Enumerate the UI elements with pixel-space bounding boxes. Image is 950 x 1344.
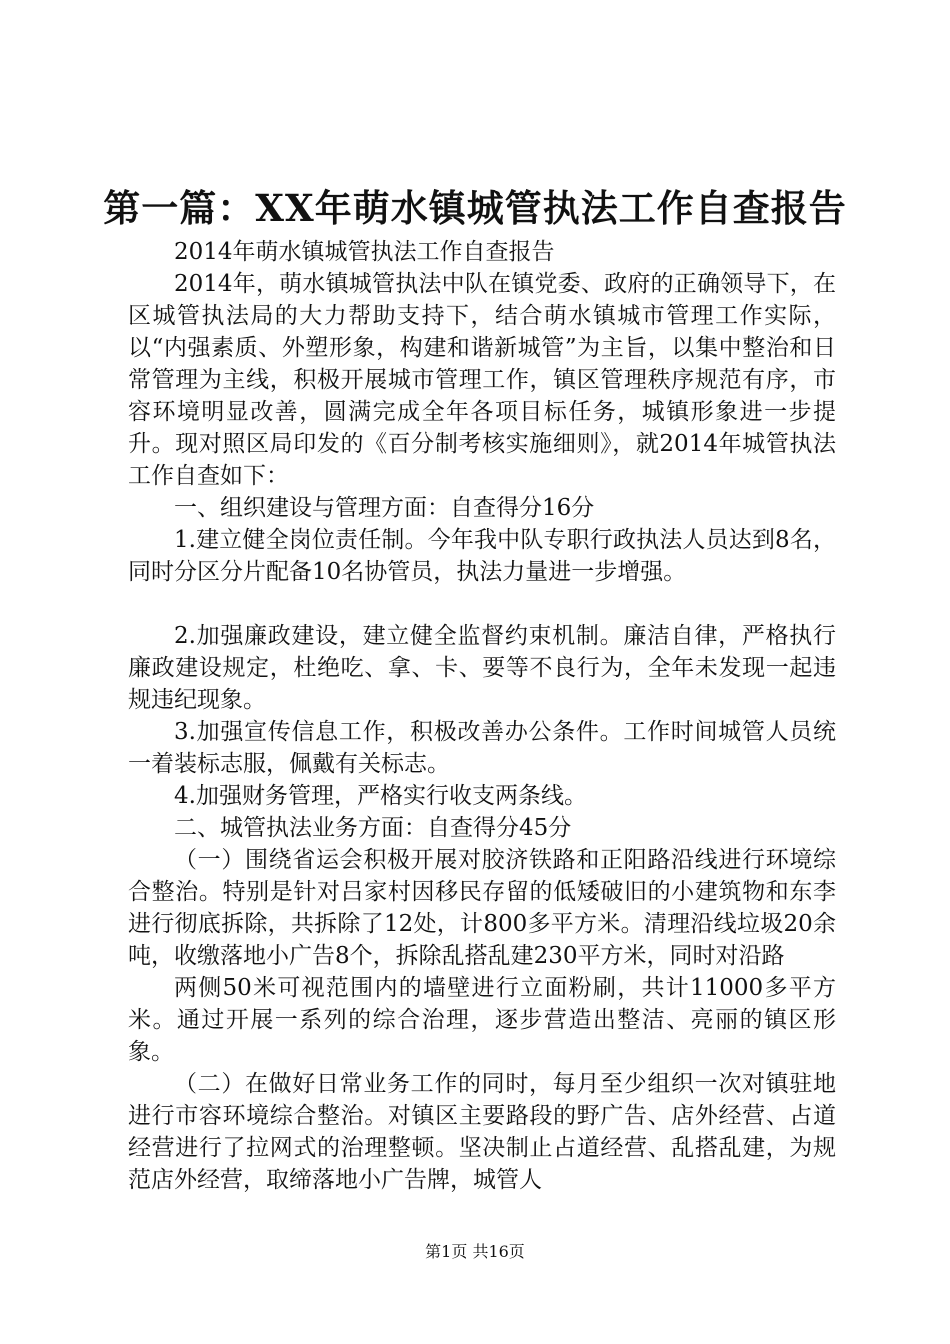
item-one-paragraph: 1.建立健全岗位责任制。今年我中队专职行政执法人员达到8名，同时分区分片配备10名协管员，执法力量进一步增强。 — [128, 527, 836, 585]
document-title: 第一篇：XX年萌水镇城管执法工作自查报告 — [103, 186, 847, 230]
item-four-paragraph: 4.加强财务管理，严格实行收支两条线。 — [174, 783, 587, 809]
report-subtitle: 2014年萌水镇城管执法工作自查报告 — [174, 239, 555, 265]
section-one-heading: 一、组织建设与管理方面：自查得分16分 — [174, 495, 595, 521]
item-two-paragraph: 2.加强廉政建设，建立健全监督约束机制。廉洁自律，严格执行廉政建设规定，杜绝吃、拿、卡、要等不良行为，全年未发现一起违规违纪现象。 — [128, 623, 836, 713]
document-body — [128, 236, 836, 1196]
subsection-one-continued: 两侧50米可视范围内的墙壁进行立面粉刷，共计11000多平方米。通过开展一系列的综合治理，逐步营造出整洁、亮丽的镇区形象。 — [128, 975, 836, 1065]
subsection-two-paragraph: （二）在做好日常业务工作的同时，每月至少组织一次对镇驻地进行市容环境综合整治。对镇区主要路段的野广告、店外经营、占道经营进行了拉网式的治理整顿。坚决制止占道经营、乱搭乱建，为规范店外经营，取缔落地小广告牌，城管人 — [128, 1071, 836, 1193]
intro-paragraph: 2014年，萌水镇城管执法中队在镇党委、政府的正确领导下，在区城管执法局的大力帮助支持下，结合萌水镇城市管理工作实际，以“内强素质、外塑形象，构建和谐新城管”为主旨，以集中整治和日常管理为主线，积极开展城市管理工作，镇区管理秩序规范有序，市容环境明显改善，圆满完成全年各项目标任务，城镇形象进一步提升。现对照区局印发的《百分制考核实施细则》，就2014年城管执法工作自查如下： — [128, 271, 836, 489]
item-three-paragraph: 3.加强宣传信息工作，积极改善办公条件。工作时间城管人员统一着装标志服，佩戴有关标志。 — [128, 719, 836, 777]
subsection-one-paragraph: （一）围绕省运会积极开展对胶济铁路和正阳路沿线进行环境综合整治。特别是针对吕家村因移民存留的低矮破旧的小建筑物和东李进行彻底拆除，共拆除了12处，计800多平方米。清理沿线垃圾20余吨，收缴落地小广告8个，拆除乱搭乱建230平方米，同时对沿路 — [128, 847, 836, 969]
page-number: 第1页 共16页 — [425, 1242, 525, 1261]
section-two-heading: 二、城管执法业务方面：自查得分45分 — [174, 815, 572, 841]
